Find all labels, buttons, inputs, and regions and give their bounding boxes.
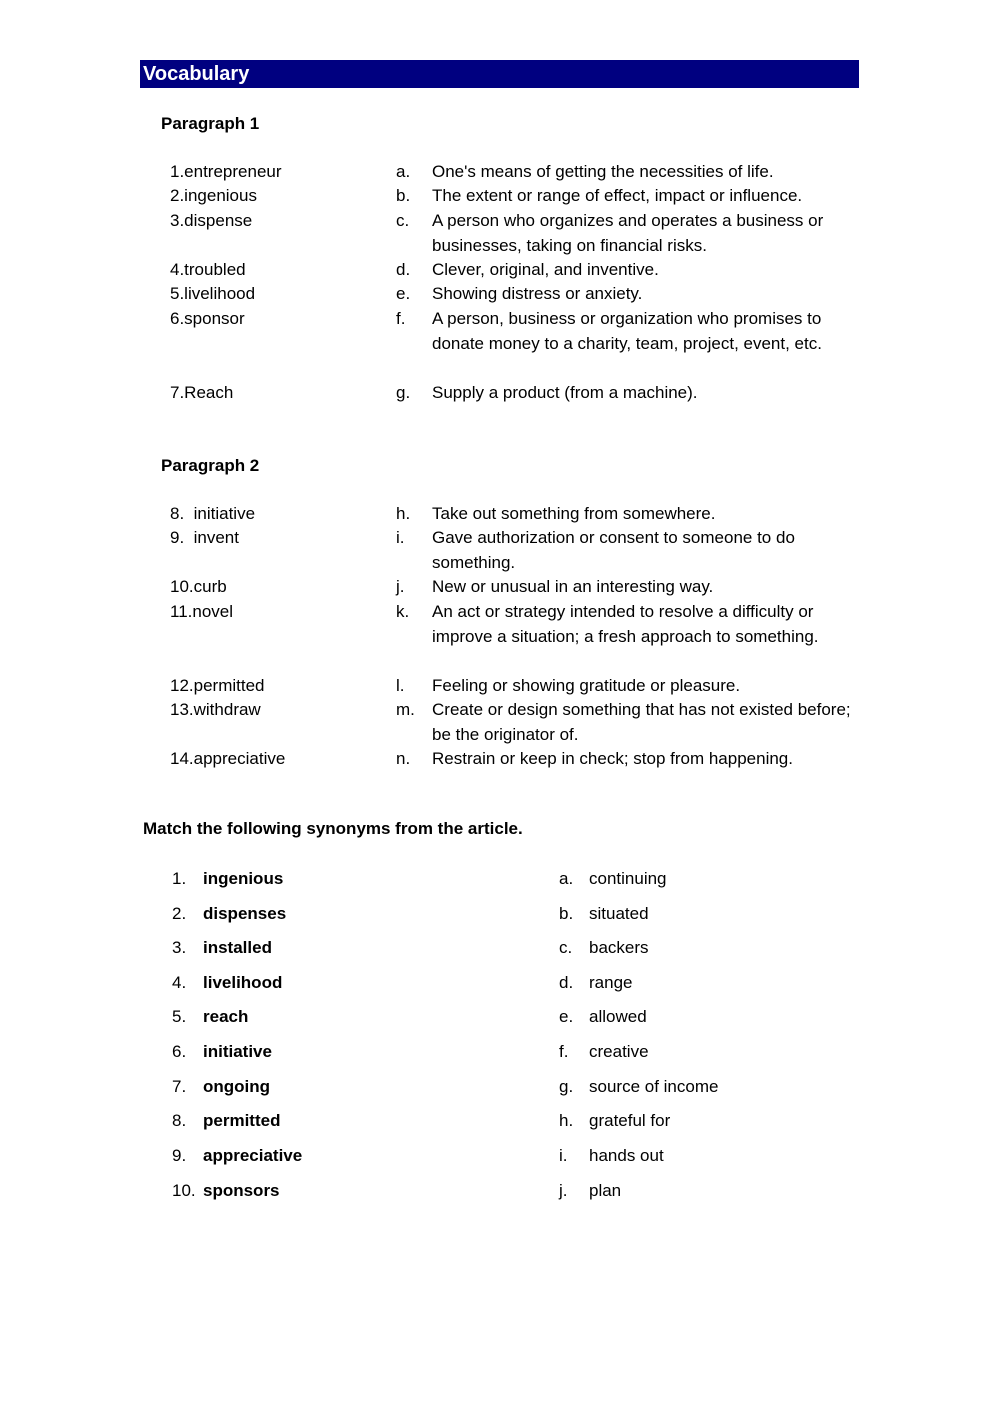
synonym-option-letter: f. [559, 1042, 569, 1061]
p1-def-letter: b. [396, 186, 411, 205]
p2-term: 12.permitted [170, 676, 265, 695]
p2-term: 10.curb [170, 577, 227, 596]
p1-def-letter: d. [396, 260, 411, 279]
synonym-word: appreciative [203, 1146, 303, 1165]
p1-def-letter: g. [396, 383, 411, 402]
p1-def-letter: e. [396, 284, 411, 303]
synonym-option: creative [589, 1042, 649, 1061]
p1-def-letter: c. [396, 211, 410, 230]
synonym-option-letter: e. [559, 1007, 574, 1026]
synonym-option: grateful for [589, 1111, 671, 1130]
p2-term: 13.withdraw [170, 700, 261, 719]
synonym-option-letter: d. [559, 973, 574, 992]
p2-definition: Take out something from somewhere. [432, 504, 716, 523]
synonym-number: 10. [172, 1181, 196, 1200]
synonym-number: 8. [172, 1111, 187, 1130]
p1-definition: A person who organizes and operates a business or businesses, taking on financial risks. [432, 211, 824, 255]
synonym-number: 1. [172, 869, 187, 888]
p1-term: 5.livelihood [170, 284, 256, 303]
p2-definition: Feeling or showing gratitude or pleasure. [432, 676, 741, 695]
p2-def-letter: i. [396, 528, 405, 547]
synonym-option-letter: c. [559, 938, 573, 957]
synonym-option-letter: j. [559, 1181, 568, 1200]
p1-definition: Showing distress or anxiety. [432, 284, 643, 303]
p2-definition: Gave authorization or consent to someone to do something. [432, 528, 795, 572]
synonym-option: range [589, 973, 633, 992]
p1-definition: A person, business or organization who promises to donate money to a charity, team, project, event, etc. [432, 309, 822, 353]
paragraph-2-heading: Paragraph 2 [161, 456, 260, 475]
synonym-word: ingenious [203, 869, 284, 888]
synonym-number: 7. [172, 1077, 187, 1096]
synonym-option: continuing [589, 869, 667, 888]
p1-term: 4.troubled [170, 260, 246, 279]
p2-def-letter: l. [396, 676, 405, 695]
synonym-number: 2. [172, 904, 187, 923]
p1-definition: One's means of getting the necessities of life. [432, 162, 774, 181]
synonym-option: backers [589, 938, 649, 957]
synonym-word: permitted [203, 1111, 281, 1130]
p2-term: 14.appreciative [170, 749, 286, 768]
synonym-option-letter: b. [559, 904, 574, 923]
synonym-word: reach [203, 1007, 249, 1026]
synonym-word: installed [203, 938, 272, 957]
synonym-option: source of income [589, 1077, 719, 1096]
synonym-number: 5. [172, 1007, 187, 1026]
vocabulary-title: Vocabulary [140, 60, 859, 88]
p2-definition: Create or design something that has not existed before; be the originator of. [432, 700, 851, 744]
p1-term: 7.Reach [170, 383, 234, 402]
p2-term: 9. invent [170, 528, 239, 547]
synonym-number: 9. [172, 1146, 187, 1165]
synonyms-heading: Match the following synonyms from the article. [143, 819, 523, 838]
p1-term: 6.sponsor [170, 309, 245, 328]
synonym-option: hands out [589, 1146, 664, 1165]
synonym-option-letter: i. [559, 1146, 568, 1165]
synonym-word: dispenses [203, 904, 287, 923]
p1-def-letter: a. [396, 162, 411, 181]
p1-term: 3.dispense [170, 211, 253, 230]
synonym-option-letter: a. [559, 869, 574, 888]
paragraph-1-heading: Paragraph 1 [161, 114, 260, 133]
synonym-number: 4. [172, 973, 187, 992]
p1-definition: Clever, original, and inventive. [432, 260, 659, 279]
synonym-word: livelihood [203, 973, 283, 992]
synonym-number: 3. [172, 938, 187, 957]
p2-definition: Restrain or keep in check; stop from happening. [432, 749, 793, 768]
p2-def-letter: k. [396, 602, 410, 621]
synonym-option-letter: h. [559, 1111, 574, 1130]
p1-definition: Supply a product (from a machine). [432, 383, 698, 402]
p2-def-letter: m. [396, 700, 415, 719]
synonym-word: initiative [203, 1042, 272, 1061]
synonym-word: sponsors [203, 1181, 280, 1200]
synonym-option: situated [589, 904, 649, 923]
p2-def-letter: n. [396, 749, 411, 768]
synonym-option: plan [589, 1181, 622, 1200]
p1-term: 1.entrepreneur [170, 162, 282, 181]
p2-term: 8. initiative [170, 504, 256, 523]
p1-def-letter: f. [396, 309, 406, 328]
p1-definition: The extent or range of effect, impact or influence. [432, 186, 803, 205]
synonym-option-letter: g. [559, 1077, 574, 1096]
p2-def-letter: j. [396, 577, 405, 596]
p2-definition: New or unusual in an interesting way. [432, 577, 714, 596]
p2-term: 11.novel [170, 602, 234, 621]
p1-term: 2.ingenious [170, 186, 257, 205]
synonym-option: allowed [589, 1007, 647, 1026]
p2-def-letter: h. [396, 504, 411, 523]
p2-definition: An act or strategy intended to resolve a difficulty or improve a situation; a fresh approach to something. [432, 602, 819, 646]
synonym-number: 6. [172, 1042, 187, 1061]
synonym-word: ongoing [203, 1077, 271, 1096]
